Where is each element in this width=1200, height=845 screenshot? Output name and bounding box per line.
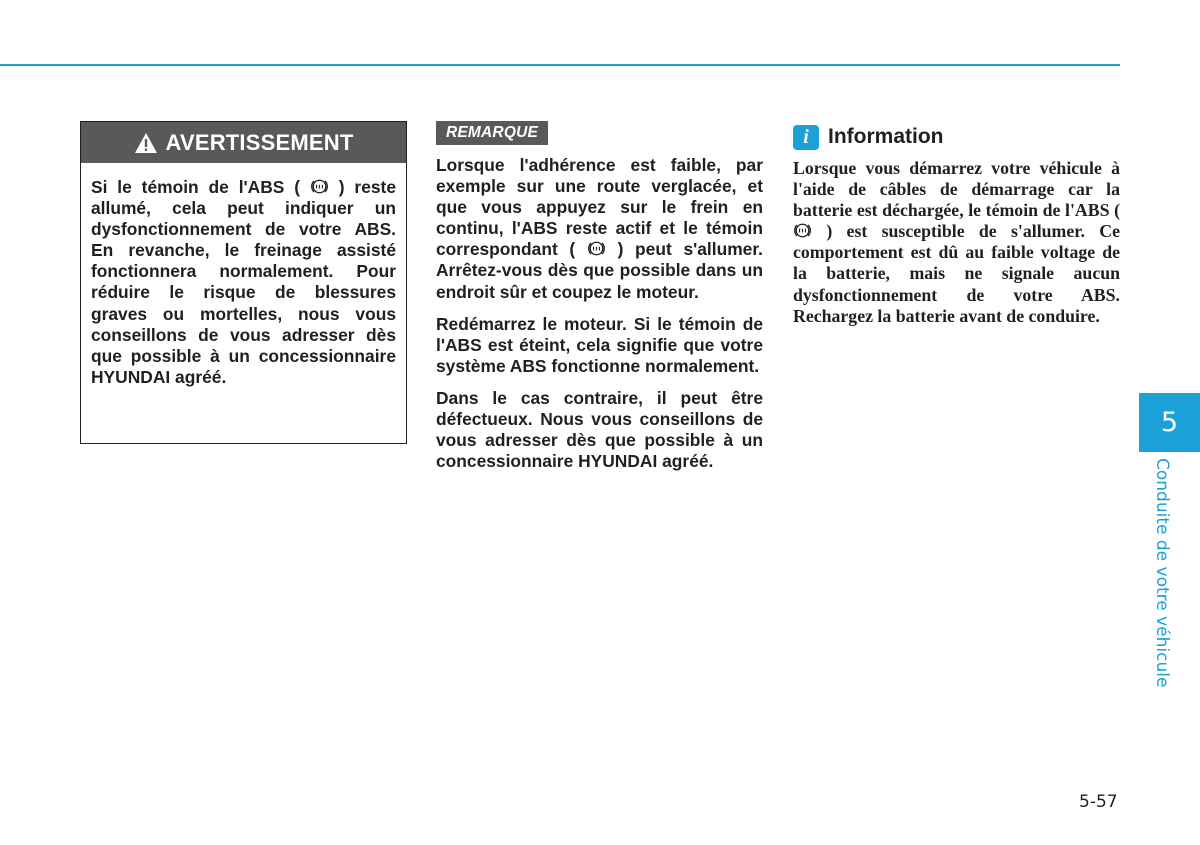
- note-paragraph-2: Redémarrez le moteur. Si le témoin de l'ABS est éteint, cela signifie que votre système ABS fonctionne normalement.: [436, 313, 763, 376]
- top-rule: [0, 64, 1120, 66]
- abs-warning-light-icon: [793, 221, 812, 240]
- page-number: 5-57: [1079, 792, 1118, 812]
- warning-header: [81, 122, 406, 163]
- warning-box: [80, 121, 407, 444]
- note-paragraph-3: Dans le cas contraire, il peut être défectueux. Nous vous conseillons de vous adresser dès que possible à un concessionnaire HYUNDAI agréé.: [436, 387, 763, 472]
- chapter-name: Conduite de votre véhicule: [1152, 458, 1172, 688]
- warning-text: Si le témoin de l'ABS ( ) reste allumé, cela peut indiquer un dysfonctionnement de votre ABS. En revanche, le freinage assisté fonctionnera normalement. Pour réduire le risque de blessures graves ou mortelles, nous vous conseillons de vous adresser dès que possible à un concessionnaire HYUNDAI agréé.: [91, 177, 397, 387]
- chapter-tab: 5: [1139, 393, 1200, 452]
- warning-title: AVERTISSEMENT: [165, 129, 354, 155]
- information-header: [793, 124, 1120, 150]
- note-text: [436, 155, 763, 472]
- abs-warning-light-icon: [587, 239, 606, 258]
- note-label: REMARQUE: [436, 121, 548, 145]
- note-section: [436, 121, 763, 472]
- info-icon: i: [793, 125, 819, 150]
- abs-warning-light-icon: [310, 177, 329, 196]
- information-section: [793, 124, 1120, 327]
- warning-triangle-icon: [134, 132, 158, 154]
- information-text: Lorsque vous démarrez votre véhicule à l'aide de câbles de démarrage car la batterie est déchargée, le témoin de l'ABS ( ) est susceptible de s'allumer. Ce comportement est dû au faible voltage de la batterie, mais ne signale aucun dysfonctionnement de votre ABS. Rechargez la batterie avant de conduire.: [793, 158, 1120, 326]
- information-title: Information: [828, 125, 944, 148]
- note-paragraph-1: Lorsque l'adhérence est faible, par exemple sur une route verglacée, et que vous appuyez sur le frein en continu, l'ABS reste actif et le témoin correspondant ( ) peut s'allumer. Arrêtez-vous dès que possible dans un endroit sûr et coupez le moteur.: [436, 155, 763, 302]
